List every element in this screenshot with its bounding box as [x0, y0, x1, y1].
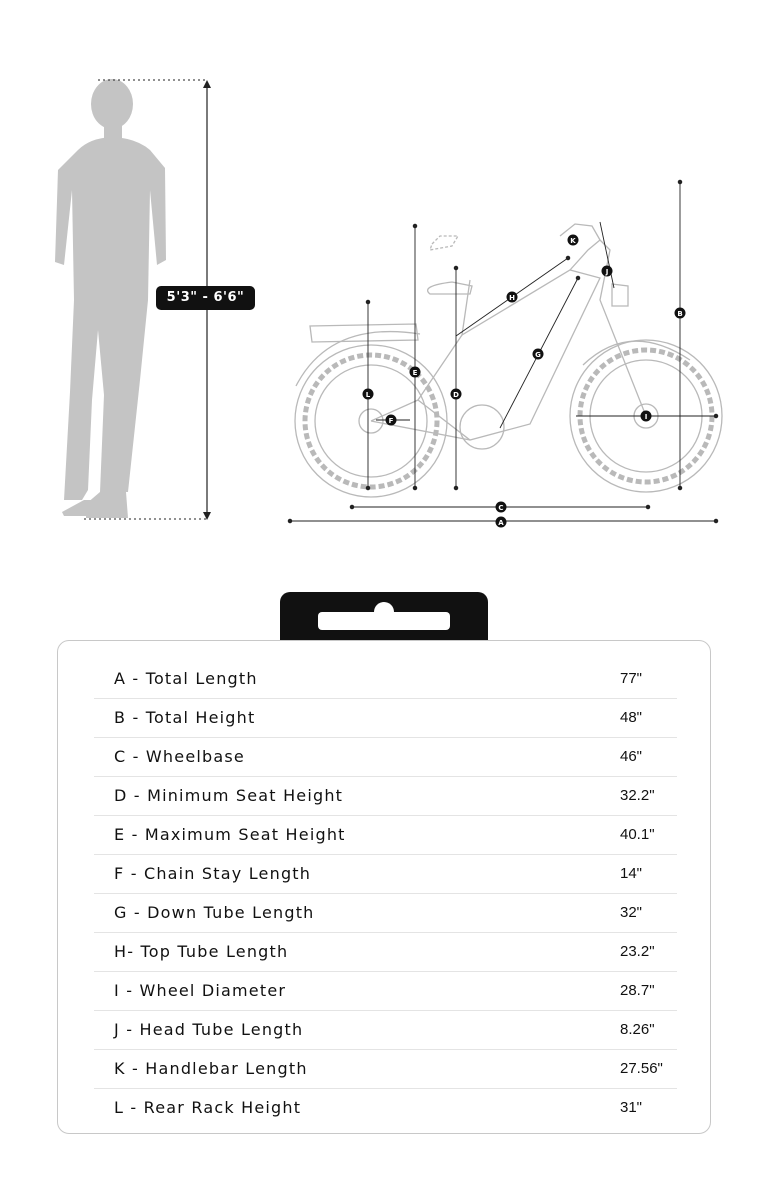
spec-row	[94, 815, 677, 855]
spec-value: 46"	[620, 748, 643, 765]
spec-label: E - Maximum Seat Height	[114, 825, 346, 844]
spec-label: H- Top Tube Length	[114, 942, 289, 961]
marker-d	[451, 389, 462, 400]
spec-row	[94, 776, 677, 816]
spec-row	[94, 971, 677, 1011]
spec-card-tab	[280, 592, 488, 644]
spec-label: A - Total Length	[114, 669, 258, 688]
marker-b	[675, 308, 686, 319]
spec-label: B - Total Height	[114, 708, 256, 727]
marker-j-label: J	[605, 268, 609, 276]
marker-i	[641, 411, 652, 422]
spec-value: 40.1"	[620, 826, 655, 843]
spec-value: 14"	[620, 865, 643, 882]
spec-row	[94, 893, 677, 933]
spec-row	[94, 1088, 677, 1127]
spec-label: F - Chain Stay Length	[114, 864, 312, 883]
marker-l-label: L	[365, 391, 371, 399]
marker-g-label: G	[535, 351, 541, 359]
spec-table	[57, 640, 711, 1134]
spec-value: 23.2"	[620, 943, 655, 960]
spec-label: I - Wheel Diameter	[114, 981, 287, 1000]
spec-label: L - Rear Rack Height	[114, 1098, 302, 1117]
marker-h-label: H	[509, 294, 515, 302]
spec-label: C - Wheelbase	[114, 747, 245, 766]
spec-value: 8.26"	[620, 1021, 655, 1038]
spec-row	[94, 1049, 677, 1089]
spec-value: 77"	[620, 670, 643, 687]
tab-knob	[374, 602, 394, 622]
spec-row	[94, 1010, 677, 1050]
marker-c	[496, 502, 507, 513]
marker-e-label: E	[412, 369, 418, 377]
spec-label: D - Minimum Seat Height	[114, 786, 344, 805]
marker-e	[410, 367, 421, 378]
rider-height-badge: 5'3" - 6'6"	[156, 286, 255, 310]
marker-a-label: A	[498, 519, 504, 527]
bike-geometry-diagram	[0, 0, 768, 560]
marker-i-label: I	[644, 413, 648, 421]
marker-f	[386, 415, 397, 426]
marker-b-label: B	[677, 310, 683, 318]
spec-value: 32"	[620, 904, 643, 921]
marker-a	[496, 517, 507, 528]
spec-value: 31"	[620, 1099, 643, 1116]
spec-value: 32.2"	[620, 787, 655, 804]
marker-k-label: K	[570, 237, 576, 245]
marker-j	[602, 266, 613, 277]
rider-silhouette	[55, 79, 166, 518]
spec-label: J - Head Tube Length	[114, 1020, 304, 1039]
spec-value: 28.7"	[620, 982, 655, 999]
spec-row	[94, 737, 677, 777]
bike-line-art	[295, 224, 722, 497]
spec-row	[94, 698, 677, 738]
spec-value: 27.56"	[620, 1060, 663, 1077]
marker-k	[568, 235, 579, 246]
spec-label: G - Down Tube Length	[114, 903, 315, 922]
marker-g	[533, 349, 544, 360]
spec-value: 48"	[620, 709, 643, 726]
marker-f-label: F	[388, 417, 394, 425]
marker-d-label: D	[453, 391, 459, 399]
spec-row	[94, 932, 677, 972]
spec-row	[94, 854, 677, 894]
spec-label: K - Handlebar Length	[114, 1059, 308, 1078]
marker-c-label: C	[498, 504, 504, 512]
spec-row	[94, 659, 677, 699]
marker-l	[363, 389, 374, 400]
marker-h	[507, 292, 518, 303]
